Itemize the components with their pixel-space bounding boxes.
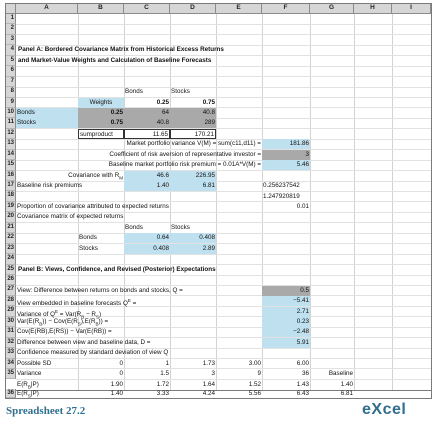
cell-b35[interactable]: 1.90: [110, 380, 123, 388]
cell-g34[interactable]: Baseline: [328, 370, 353, 378]
cell-a28-t3: − R: [84, 310, 96, 318]
cell-d8[interactable]: 0.75: [202, 98, 215, 106]
row-header-12[interactable]: 12: [6, 129, 16, 139]
row-header-14[interactable]: 14: [6, 150, 16, 160]
row-header-19[interactable]: 19: [6, 202, 16, 212]
cell-a15-text: Covariance with R: [68, 171, 120, 179]
row-header-30[interactable]: 30: [6, 317, 16, 327]
cell-c7[interactable]: Bonds: [125, 88, 143, 96]
cell-c34[interactable]: 1.5: [160, 370, 169, 378]
cell-d15[interactable]: 226.95: [170, 171, 216, 181]
col-header-g[interactable]: G: [310, 4, 354, 14]
cell-a35-sub: B: [27, 383, 31, 389]
cell-a29-sub1: B: [39, 321, 43, 327]
cell-a29-t3: ),E(R: [80, 317, 96, 325]
cell-a28-sub1: B: [81, 313, 85, 319]
row-header-33[interactable]: 33: [6, 348, 16, 358]
panel-a-title-1[interactable]: Panel A: Bordered Covariance Matrix from Historical Excess Returns: [18, 46, 224, 54]
row-header-21[interactable]: 21: [6, 223, 16, 233]
row-header-13[interactable]: 13: [6, 139, 16, 149]
cell-a12[interactable]: Market portfolio variance V(M) = sum(c11,d11) =: [126, 140, 261, 148]
row-header-22[interactable]: 22: [6, 233, 16, 243]
cell-g35[interactable]: 1.40: [340, 380, 353, 388]
cell-c33[interactable]: 1: [165, 359, 169, 367]
cell-a10[interactable]: Stocks: [16, 118, 78, 128]
cell-e33[interactable]: 3.00: [248, 359, 261, 367]
row-header-3[interactable]: 3: [6, 35, 16, 45]
row-header-4[interactable]: 4: [6, 45, 16, 55]
cell-b11[interactable]: sumproduct: [78, 129, 124, 139]
cell-a29-t1: Var(E(R: [17, 317, 40, 325]
cell-f30[interactable]: −2.48: [262, 327, 310, 337]
cell-d16[interactable]: 6.81: [170, 181, 216, 191]
cell-a36-t1: E(R: [17, 390, 28, 397]
cell-d10[interactable]: 289: [170, 118, 216, 128]
row-header-24[interactable]: 24: [6, 254, 16, 264]
row-header-23[interactable]: 23: [6, 244, 16, 254]
cell-b36[interactable]: 1.40: [110, 390, 123, 397]
row-header-8[interactable]: 8: [6, 87, 16, 97]
gridline: [16, 191, 431, 192]
col-header-i[interactable]: I: [392, 4, 431, 14]
cell-a27-tail: =: [130, 300, 137, 308]
cell-a16[interactable]: Baseline risk premiums: [17, 182, 83, 190]
col-header-e[interactable]: E: [216, 4, 262, 14]
cell-d9[interactable]: 40.8: [170, 108, 216, 118]
cell-a27-sup: E: [127, 298, 131, 303]
col-header-h[interactable]: H: [354, 4, 392, 14]
cell-a18[interactable]: Proportion of covariance attributed to expected returns: [17, 203, 169, 210]
gridline: [16, 24, 431, 25]
cell-b8[interactable]: Weights: [78, 98, 124, 108]
cell-d7[interactable]: Stocks: [171, 88, 190, 96]
cell-b21[interactable]: Bonds: [79, 234, 97, 242]
col-header-a[interactable]: A: [16, 4, 78, 14]
row-header-34[interactable]: 34: [6, 359, 16, 369]
row-header-25[interactable]: 25: [6, 265, 16, 275]
row-header-15[interactable]: 15: [6, 160, 16, 170]
cell-f17[interactable]: 1.247920819: [263, 192, 300, 200]
cell-c21[interactable]: 0.64: [124, 233, 170, 243]
cell-f34[interactable]: 36: [301, 370, 309, 378]
cell-a9[interactable]: Bonds: [16, 108, 78, 118]
cell-b34[interactable]: 0: [119, 370, 123, 378]
col-header-d[interactable]: D: [170, 4, 216, 14]
cell-c22[interactable]: 0.408: [124, 244, 170, 254]
cell-c15[interactable]: 46.6: [124, 171, 170, 181]
cell-b9[interactable]: 0.25: [78, 108, 124, 118]
cell-a36-sub: S: [27, 393, 31, 399]
cell-f13[interactable]: 3: [262, 150, 310, 160]
panel-a-title-2[interactable]: and Market-Value Weights and Calculation of Baseline Forecasts: [18, 56, 212, 64]
cell-a28-sup: E: [55, 308, 59, 314]
row-header-20[interactable]: 20: [6, 212, 16, 222]
cell-d22[interactable]: 2.89: [170, 244, 216, 254]
row-header-17[interactable]: 17: [6, 181, 16, 191]
cell-f29[interactable]: 0.23: [262, 317, 310, 327]
excel-logo: [362, 401, 426, 423]
cell-a28-t2: = Var(R: [58, 310, 82, 318]
gridline: [16, 34, 431, 35]
cell-d35[interactable]: 1.64: [202, 380, 215, 388]
cell-f26[interactable]: 0.5: [262, 286, 310, 296]
cell-a28-sub2: S: [95, 313, 99, 319]
cell-g36[interactable]: 6.81: [340, 390, 353, 397]
cell-a29-sub2: S: [77, 321, 81, 327]
row-header-1[interactable]: 1: [6, 14, 16, 24]
gridline: [16, 275, 431, 276]
gridline: [16, 222, 431, 223]
cell-a28-t4: ): [98, 310, 102, 318]
cell-c36[interactable]: 3.33: [156, 390, 169, 397]
cell-f14[interactable]: 5.46: [262, 160, 310, 170]
panel-b-title[interactable]: Panel B: Views, Confidence, and Revised (Posterior) Expectations: [18, 265, 216, 273]
cell-c9[interactable]: 64: [124, 108, 170, 118]
cell-f35[interactable]: 1.43: [296, 380, 309, 388]
cell-f12[interactable]: 181.86: [262, 139, 310, 149]
spreadsheet-caption: Spreadsheet 27.2: [6, 405, 86, 417]
cell-a31[interactable]: Difference between view and baseline data, D =: [17, 338, 151, 346]
cell-c10[interactable]: 40.8: [124, 118, 170, 128]
row-header-26[interactable]: 26: [6, 275, 16, 285]
cell-a14[interactable]: Baseline market portfolio risk premium = 0.01A*V(M) =: [108, 161, 261, 169]
row-header-5[interactable]: 5: [6, 56, 16, 66]
cell-a27-text: View embedded in baseline forecasts Q: [17, 300, 128, 308]
cell-a30[interactable]: Cov(E(RB),E(RS)) − Var(E(RB)) =: [17, 328, 112, 336]
row-header-7[interactable]: 7: [6, 77, 16, 87]
row-header-36[interactable]: 36: [7, 390, 14, 396]
col-header-c[interactable]: C: [124, 4, 170, 14]
cell-d34[interactable]: 3: [211, 370, 215, 378]
cell-c8[interactable]: 0.25: [156, 98, 169, 106]
excel-logo-text: eXcel: [362, 401, 407, 418]
row-header-32[interactable]: 32: [6, 338, 16, 348]
cell-a33[interactable]: Possible SD: [17, 359, 52, 367]
row-header-29[interactable]: 29: [6, 306, 16, 316]
cell-a35-t1: E(R: [17, 380, 28, 388]
cell-c35[interactable]: 1.72: [156, 380, 169, 388]
row-header-16[interactable]: 16: [6, 171, 16, 181]
cell-f16[interactable]: 0.256237542: [263, 182, 300, 190]
cell-a29-t2: )) − Cov(E(R: [42, 317, 78, 325]
cell-f31[interactable]: 5.91: [262, 338, 310, 348]
cell-a13[interactable]: Coefficient of risk aversion of representative investor =: [109, 150, 261, 158]
cell-f27[interactable]: −5.41: [262, 296, 310, 306]
cell-e34[interactable]: 9: [257, 370, 261, 378]
cell-d20[interactable]: Stocks: [171, 223, 190, 231]
cell-a26[interactable]: View: Difference between returns on bonds and stocks, Q =: [17, 286, 183, 294]
row-header-31[interactable]: 31: [6, 327, 16, 337]
row-header-18[interactable]: 18: [6, 191, 16, 201]
cell-b10[interactable]: 0.75: [78, 118, 124, 128]
row-header-35[interactable]: 35: [6, 369, 16, 379]
gridline: [16, 87, 431, 88]
row-header-10[interactable]: 10: [6, 108, 16, 118]
row-header-11[interactable]: 11: [6, 118, 16, 128]
cell-e36[interactable]: 5.56: [248, 390, 261, 397]
gridline: [16, 76, 431, 77]
col-header-b[interactable]: B: [78, 4, 124, 14]
cell-a19[interactable]: Covariance matrix of expected returns: [17, 213, 124, 221]
cell-a36[interactable]: [16, 389, 40, 400]
row-36: [5, 389, 432, 399]
cell-a29-sub3: B: [95, 321, 99, 327]
cell-f36[interactable]: 6.43: [296, 390, 309, 397]
row-header-27[interactable]: 27: [6, 285, 16, 295]
row-header-28[interactable]: 28: [6, 296, 16, 306]
cell-d36[interactable]: 4.24: [202, 390, 215, 397]
col-header-f[interactable]: F: [262, 4, 310, 14]
cell-c16[interactable]: 1.40: [124, 181, 170, 191]
cell-a34[interactable]: Variance: [17, 370, 42, 378]
cell-d33[interactable]: 1.73: [202, 359, 215, 367]
cell-b33[interactable]: 0: [119, 359, 123, 367]
row-header-6[interactable]: 6: [6, 66, 16, 76]
cell-a15-sub: M: [119, 174, 123, 180]
gridline: [16, 254, 431, 255]
cell-a29-t4: )) =: [98, 317, 109, 325]
cell-c11[interactable]: 11.65: [124, 129, 170, 139]
gridline: [16, 66, 431, 67]
cell-d11[interactable]: 170.21: [170, 129, 216, 139]
spreadsheet: [5, 3, 432, 391]
cell-d21[interactable]: 0.408: [170, 233, 216, 243]
cell-a32[interactable]: Confidence measured by standard deviation of view Q: [17, 349, 169, 357]
corner-cell[interactable]: [6, 4, 16, 14]
cell-f33[interactable]: 6.00: [296, 359, 309, 367]
cell-e35[interactable]: 1.52: [248, 380, 261, 388]
cell-a28-t1: Variance of Q: [17, 310, 56, 318]
cell-f18[interactable]: 0.01: [296, 203, 309, 210]
cell-c20[interactable]: Bonds: [125, 223, 143, 231]
cell-f28[interactable]: 2.71: [262, 307, 310, 317]
cell-a35-t2: |P): [30, 380, 39, 388]
cell-b22[interactable]: Stocks: [79, 244, 98, 252]
row-header-9[interactable]: 9: [6, 98, 16, 108]
cell-a36-t2: |P): [30, 390, 39, 397]
row-header-2[interactable]: 2: [6, 24, 16, 34]
